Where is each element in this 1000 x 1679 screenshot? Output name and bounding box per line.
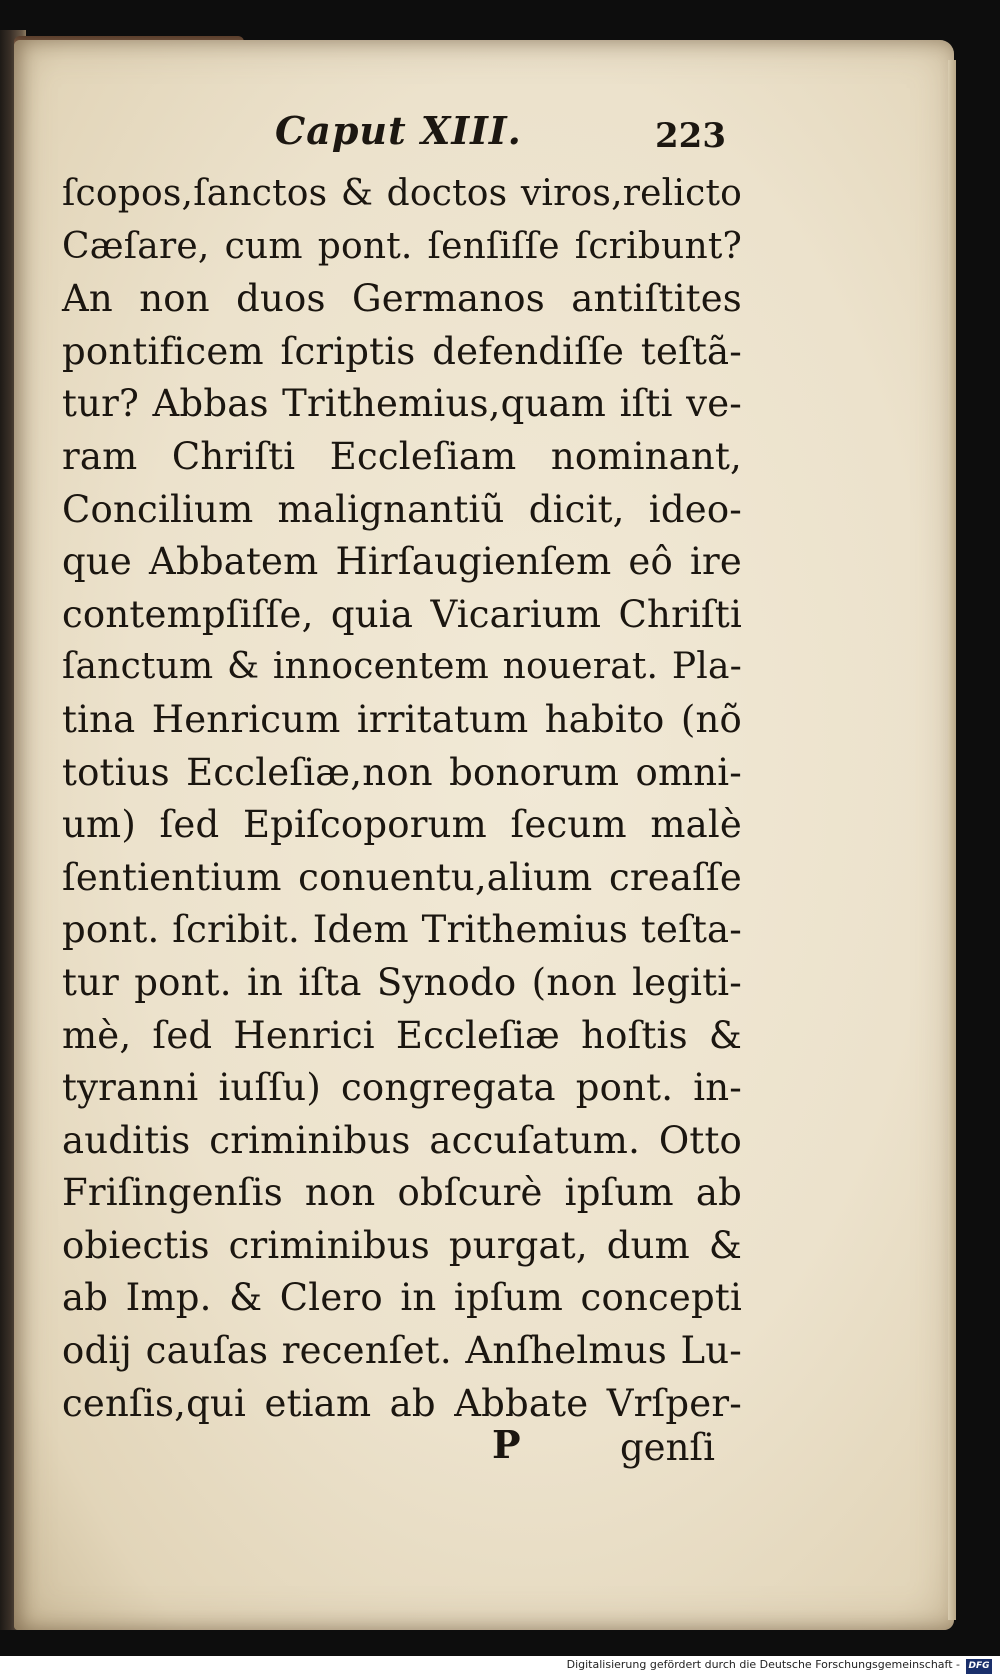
text-line: ſcopos,ſanctos & doctos viros,relicto: [62, 173, 742, 214]
text-line: cenſis,qui etiam ab Abbate Vrſper-: [62, 1381, 742, 1425]
text-line: ab Imp. & Clero in ipſum concepti: [62, 1276, 742, 1320]
page-header: [60, 108, 740, 168]
text-line: odij cauſas recenſet. Anſhelmus Lu-: [62, 1329, 742, 1373]
text-line: tina Henricum irritatum habito (nõ: [62, 697, 742, 741]
body-text: [62, 168, 742, 1430]
dfg-logo: DFG: [966, 1659, 992, 1674]
running-head: Caput XIII.: [275, 108, 522, 153]
text-line: um) ſed Epiſcoporum ſecum malè: [62, 803, 742, 847]
page-edge: [948, 60, 956, 1620]
page-number: 223: [655, 116, 726, 156]
catchword: genſi: [620, 1426, 715, 1469]
signature-mark: P: [492, 1422, 521, 1467]
text-line: totius Eccleſiæ,non bonorum omni-: [62, 750, 742, 794]
text-line: tur? Abbas Trithemius,quam iſti ve-: [62, 382, 742, 426]
text-line: que Abbatem Hirſaugienſem eô ire: [62, 540, 742, 584]
text-line: obiectis criminibus purgat, dum &: [62, 1223, 742, 1267]
digitization-credit: Digitalisierung gefördert durch die Deutsche Forschungsgemeinschaft -: [566, 1658, 960, 1671]
text-line: ram Chriſti Eccleſiam nominant,: [62, 434, 742, 478]
text-line: pont. ſcribit. Idem Trithemius teſta-: [62, 908, 742, 952]
text-line: Friſingenſis non obſcurè ipſum ab: [62, 1171, 742, 1215]
text-line: pontificem ſcriptis defendiſſe teſtã-: [62, 329, 742, 373]
text-line: Concilium malignantiũ dicit, ideo-: [62, 487, 742, 531]
text-line: tyranni iuſſu) congregata pont. in-: [62, 1066, 742, 1110]
text-line: mè, ſed Henrici Eccleſiæ hoſtis &: [62, 1013, 742, 1057]
text-line: contempſiſſe, quia Vicarium Chriſti: [62, 592, 742, 636]
text-line: auditis criminibus accuſatum. Otto: [62, 1118, 742, 1162]
credit-strip: [0, 1656, 1000, 1679]
text-line: ſanctum & innocentem nouerat. Pla-: [62, 646, 742, 688]
text-line: ſentientium conuentu,alium creaſſe: [62, 855, 742, 899]
text-line: An non duos Germanos antiſtites: [62, 277, 742, 321]
catchline: [62, 1422, 742, 1478]
text-line: tur pont. in iſta Synodo (non legiti-: [62, 960, 742, 1004]
text-line: Cæſare, cum pont. ſenſiſſe ſcribunt?: [62, 225, 742, 267]
